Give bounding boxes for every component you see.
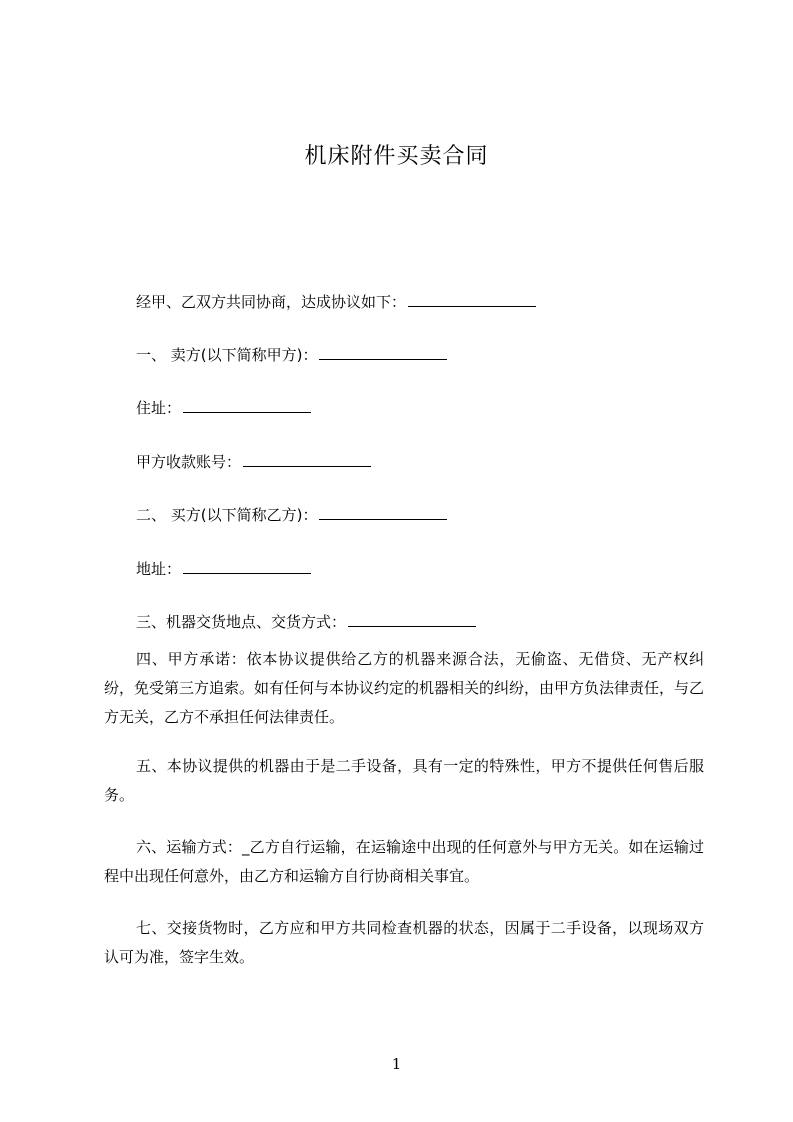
- buyer-line: [136, 503, 447, 527]
- seller-label: 一、 卖方(以下简称甲方)：: [136, 346, 318, 364]
- page-number: 1: [391, 1055, 402, 1073]
- buyer-address-blank: [183, 558, 311, 574]
- seller-account-blank: [243, 451, 371, 467]
- seller-account-label: 甲方收款账号：: [136, 453, 242, 471]
- intro-blank: [408, 291, 536, 307]
- buyer-address-label: 地址：: [136, 560, 182, 578]
- seller-address-blank: [183, 397, 311, 413]
- delivery-label: 三、机器交货地点、交货方式：: [136, 613, 347, 631]
- buyer-label: 二、 买方(以下简称乙方)：: [136, 506, 318, 524]
- seller-blank: [319, 344, 447, 360]
- seller-line: [136, 343, 447, 367]
- clause-6: 六、运输方式：_乙方自行运输，在运输途中出现的任何意外与甲方无关。如在运输过程中出现任何意外，由乙方和运输方自行协商相关事宜。: [104, 838, 704, 885]
- seller-address-line: [136, 396, 311, 420]
- seller-account-line: [136, 450, 371, 474]
- clause-5: 五、本协议提供的机器由于是二手设备，具有一定的特殊性，甲方不提供任何售后服务。: [104, 757, 704, 804]
- buyer-blank: [319, 504, 447, 520]
- delivery-line: [136, 610, 476, 634]
- buyer-address-line: [136, 557, 311, 581]
- intro-line: [136, 290, 536, 314]
- document-title: 机床附件买卖合同: [304, 144, 489, 169]
- clause-7: 七、交接货物时，乙方应和甲方共同检查机器的状态，因属于二手设备，以现场双方认可为准，签字生效。: [104, 919, 704, 966]
- seller-address-label: 住址：: [136, 399, 182, 417]
- intro-text: 经甲、乙双方共同协商，达成协议如下：: [136, 293, 407, 311]
- delivery-blank: [348, 611, 476, 627]
- clause-4: 四、甲方承诺：依本协议提供给乙方的机器来源合法，无偷盗、无借贷、无产权纠纷，免受第三方追索。如有任何与本协议约定的机器相关的纠纷，由甲方负法律责任，与乙方无关，乙方不承担任何法律责任。: [104, 650, 705, 726]
